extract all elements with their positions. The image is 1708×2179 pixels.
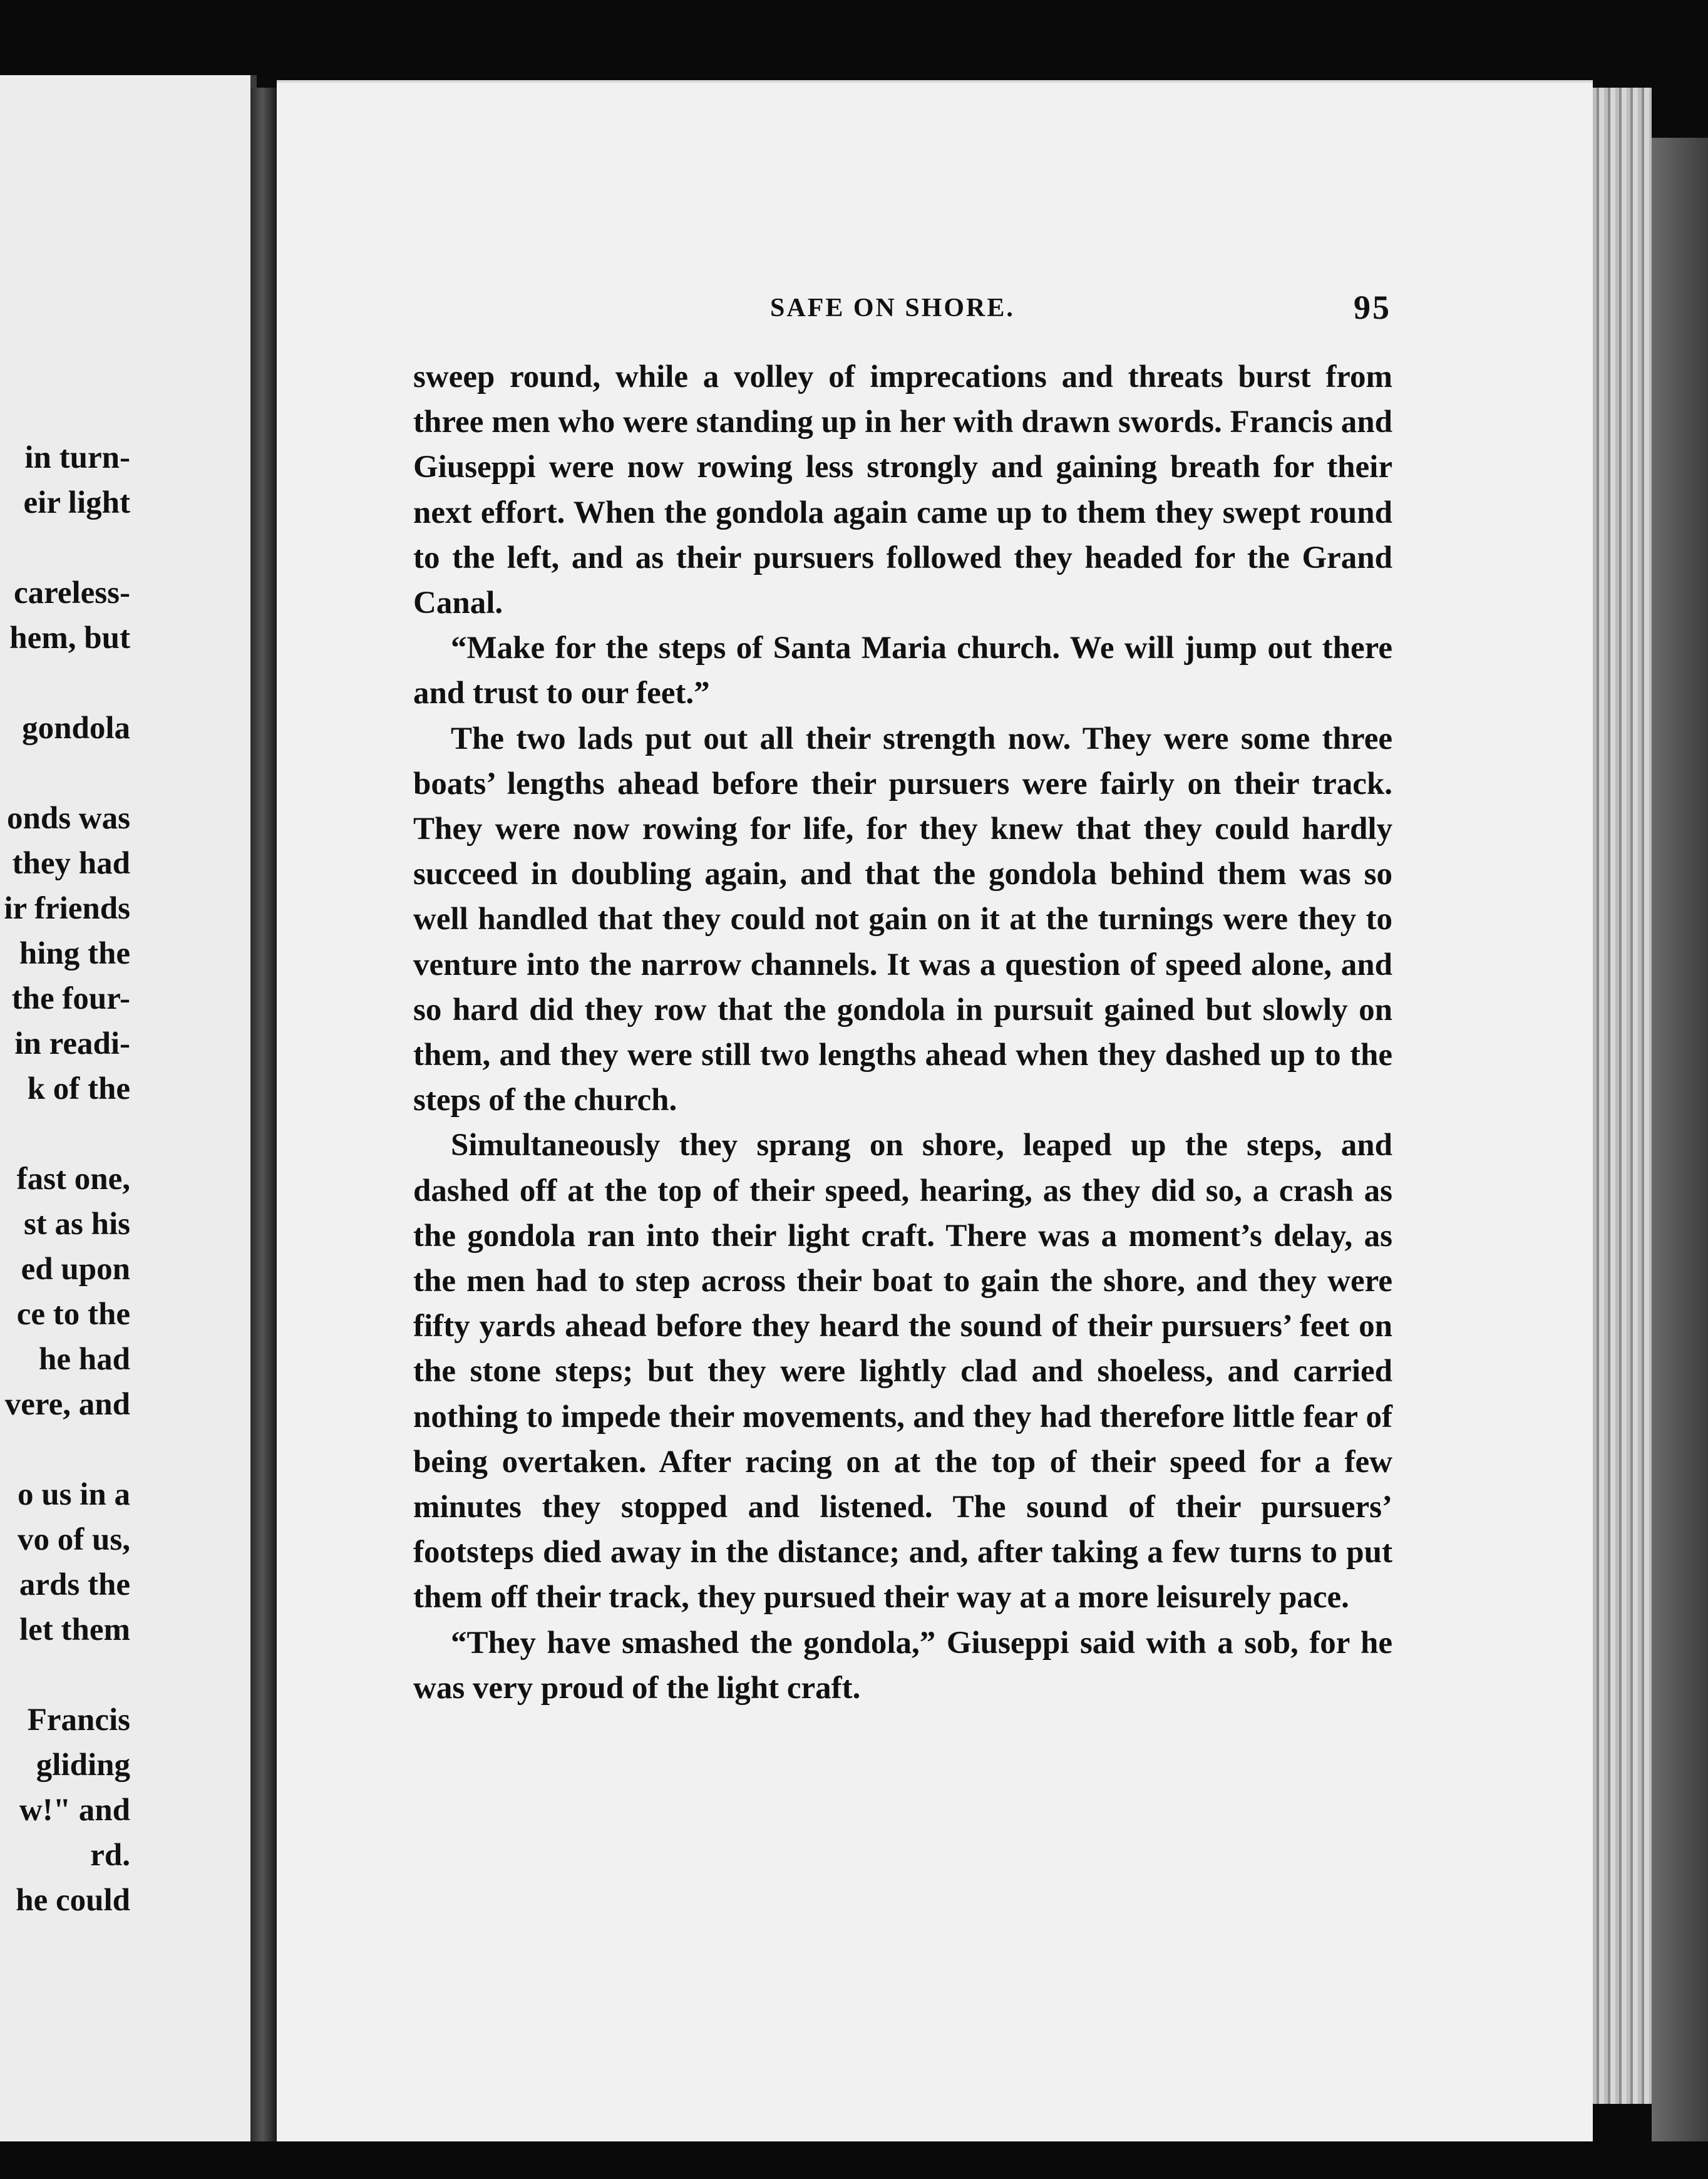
left-line: in readi- — [14, 1026, 130, 1061]
left-line — [0, 1427, 130, 1472]
left-line: st as his — [23, 1207, 130, 1242]
page-edges — [1593, 88, 1652, 2104]
left-line: hem, but — [9, 621, 130, 656]
scan-border — [0, 2141, 1708, 2179]
left-line — [0, 1652, 130, 1697]
left-line: ards the — [19, 1567, 130, 1602]
left-line: the four- — [11, 981, 130, 1016]
left-line: they had — [12, 846, 130, 881]
left-line — [0, 1111, 130, 1156]
left-line: w!" and — [19, 1793, 130, 1828]
left-line: k of the — [27, 1071, 130, 1106]
left-page — [0, 75, 257, 2141]
page-number: 95 — [1354, 289, 1391, 326]
book-cover-edge — [1652, 138, 1708, 2179]
paragraph: sweep round, while a volley of imprecations and threats burst from three men who were standing up in her with drawn swords. Francis and Giuseppi were now rowing less strongly and gaining breath for their next effort. When the gondola again came up to them they swept round to the left, and as their pursuers followed they headed for the Grand Canal. — [413, 359, 1392, 621]
running-head — [765, 288, 1391, 332]
left-line: gliding — [36, 1748, 130, 1783]
left-line: ed upon — [21, 1252, 130, 1287]
left-line: in turn- — [24, 440, 130, 475]
left-line: o us in a — [18, 1477, 130, 1512]
running-head-title: SAFE ON SHORE. — [770, 294, 1015, 322]
paragraph: “Make for the steps of Santa Maria church. We will jump out there and trust to our feet.” — [413, 631, 1392, 711]
left-line: let them — [19, 1612, 130, 1647]
book-gutter — [250, 88, 277, 2141]
left-line: fast one, — [16, 1162, 130, 1197]
left-line: onds was — [6, 801, 130, 836]
left-line — [0, 751, 130, 796]
left-line: ir friends — [4, 891, 130, 926]
left-line: he had — [39, 1342, 130, 1377]
left-line: eir light — [23, 485, 130, 520]
left-line: hing the — [19, 936, 130, 971]
left-line: careless- — [14, 575, 130, 610]
left-line: gondola — [22, 711, 130, 746]
left-line: Francis — [27, 1703, 130, 1738]
body-text — [413, 354, 1392, 1711]
paragraph: Simultaneously they sprang on shore, leaped up the steps, and dashed off at the top of their speed, hearing, as they did so, a crash as the gondola ran into their light craft. There was a moment’s delay, as the men had to step across their boat to gain the shore, and they were fifty yards ahead before they heard the sound of their pursuers’ feet on the stone steps; but they were lightly clad and shoeless, and carried nothing to impede their movements, and they had therefore little fear of being overtaken. After racing on at the top of their speed for a few minutes they stopped and listened. The sound of their pursuers’ footsteps died away in the distance; and, after taking a few turns to put them off their track, they pursued their way at a more leisurely pace. — [413, 1128, 1392, 1615]
left-line: rd. — [90, 1838, 130, 1873]
paragraph: The two lads put out all their strength now. They were some three boats’ lengths ahead before their pursuers were fairly on their track. They were now rowing for life, for they knew that they could hardly succeed in doubling again, and that the gondola behind them was so well handled that they could not gain on it at the turnings were they to venture into the narrow channels. It was a question of speed alone, and so hard did they row that the gondola in pursuit gained but slowly on them, and they were still two lengths ahead when they dashed up to the steps of the church. — [413, 721, 1392, 1118]
left-line: ce to the — [16, 1297, 130, 1332]
left-page-text-fragments — [0, 435, 130, 1923]
left-line: vo of us, — [18, 1522, 130, 1557]
left-line — [0, 525, 130, 570]
left-line: vere, and — [4, 1387, 130, 1422]
left-line — [0, 661, 130, 706]
paragraph: “They have smashed the gondola,” Giuseppi said with a sob, for he was very proud of the light craft. — [413, 1625, 1392, 1706]
left-line: he could — [16, 1883, 130, 1918]
